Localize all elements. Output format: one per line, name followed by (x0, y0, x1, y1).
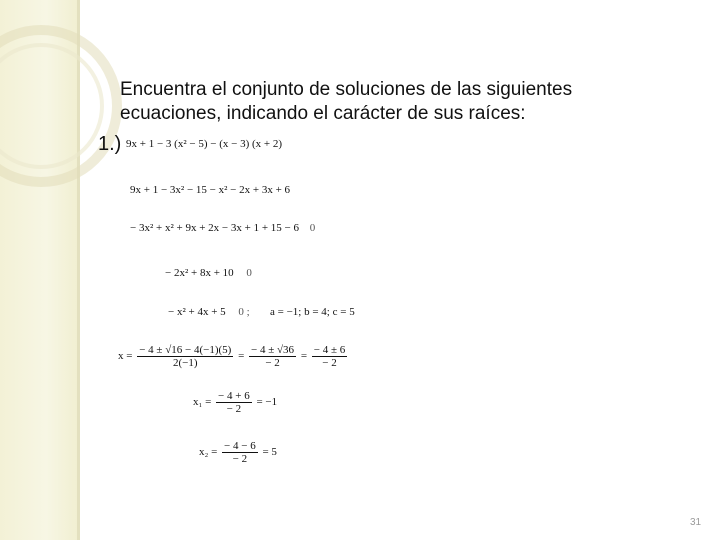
item-number: 1.) (98, 133, 122, 155)
quadratic-denominator: 2(−1) (173, 357, 198, 369)
root-two-denominator: − 2 (232, 453, 248, 465)
quadratic-formula: x = $\frac{- 4 \pm √16 - 4(-1)(5)}{2(-1)}$ = $\frac{- 4 \pm √36}{- 2}$ = $\frac{- 4 \pm 6}{- 2}$ (118, 344, 346, 369)
equation-original-lhs: 9x + 1 − 3 (126, 138, 172, 150)
root-two (199, 440, 277, 465)
quadratic-step3-fraction (312, 344, 348, 369)
root-one-result: = −1 (256, 396, 278, 409)
equation-original (126, 138, 282, 150)
equation-original-mid: (x² − 5) − (x − 3) (174, 138, 250, 150)
equation-standard-lhs: − x² + 4x + 5 (168, 306, 226, 318)
root-one-denominator: − 2 (226, 403, 242, 415)
root-one (193, 390, 277, 415)
equation-coefficients: a = −1; b = 4; c = 5 (270, 306, 355, 318)
root-two-numerator: − 4 − 6 (224, 440, 256, 452)
root-two-result: = 5 (262, 446, 277, 459)
equation-standard (168, 306, 250, 318)
equation-simplified-rhs: 0 (246, 267, 252, 279)
root-two-fraction (222, 440, 258, 465)
quadratic-fraction (137, 344, 233, 369)
root-one-label: x₁ = (193, 396, 212, 409)
quadratic-step3-numerator: − 4 ± 6 (313, 344, 346, 356)
quadratic-numerator: − 4 ± √16 − 4(−1)(5) (139, 344, 232, 356)
equation-original-rhs: (x + 2) (251, 138, 283, 150)
equation-simplified (165, 267, 252, 279)
root-one-fraction (216, 390, 252, 415)
equation-collect-rhs: 0 (309, 222, 316, 234)
root-one-numerator: − 4 + 6 (218, 390, 250, 402)
page-number: 31 (690, 517, 702, 528)
quadratic-step2-numerator: − 4 ± √36 (251, 344, 295, 356)
equation-collect-lhs: − 3x² + x² + 9x + 2x − 3x + 1 + 15 − 6 (130, 222, 299, 234)
equation-expand: 9x + 1 − 3x² − 15 − x² − 2x + 3x + 6 (130, 184, 291, 196)
quadratic-step2-denominator: − 2 (265, 357, 280, 369)
quadratic-step2-fraction (249, 344, 296, 369)
quadratic-step3-denominator: − 2 (322, 357, 337, 369)
quadratic-x-label: x = (118, 350, 133, 363)
root-two-label: x₂ = (199, 446, 218, 459)
equation-collect (130, 222, 315, 234)
equation-standard-rhs: 0 ; (238, 306, 250, 318)
equation-simplified-lhs: − 2x² + 8x + 10 (165, 267, 234, 279)
slide-heading: Encuentra el conjunto de soluciones de las siguientes ecuaciones, indicando el carácter de sus raíces: (120, 79, 573, 124)
